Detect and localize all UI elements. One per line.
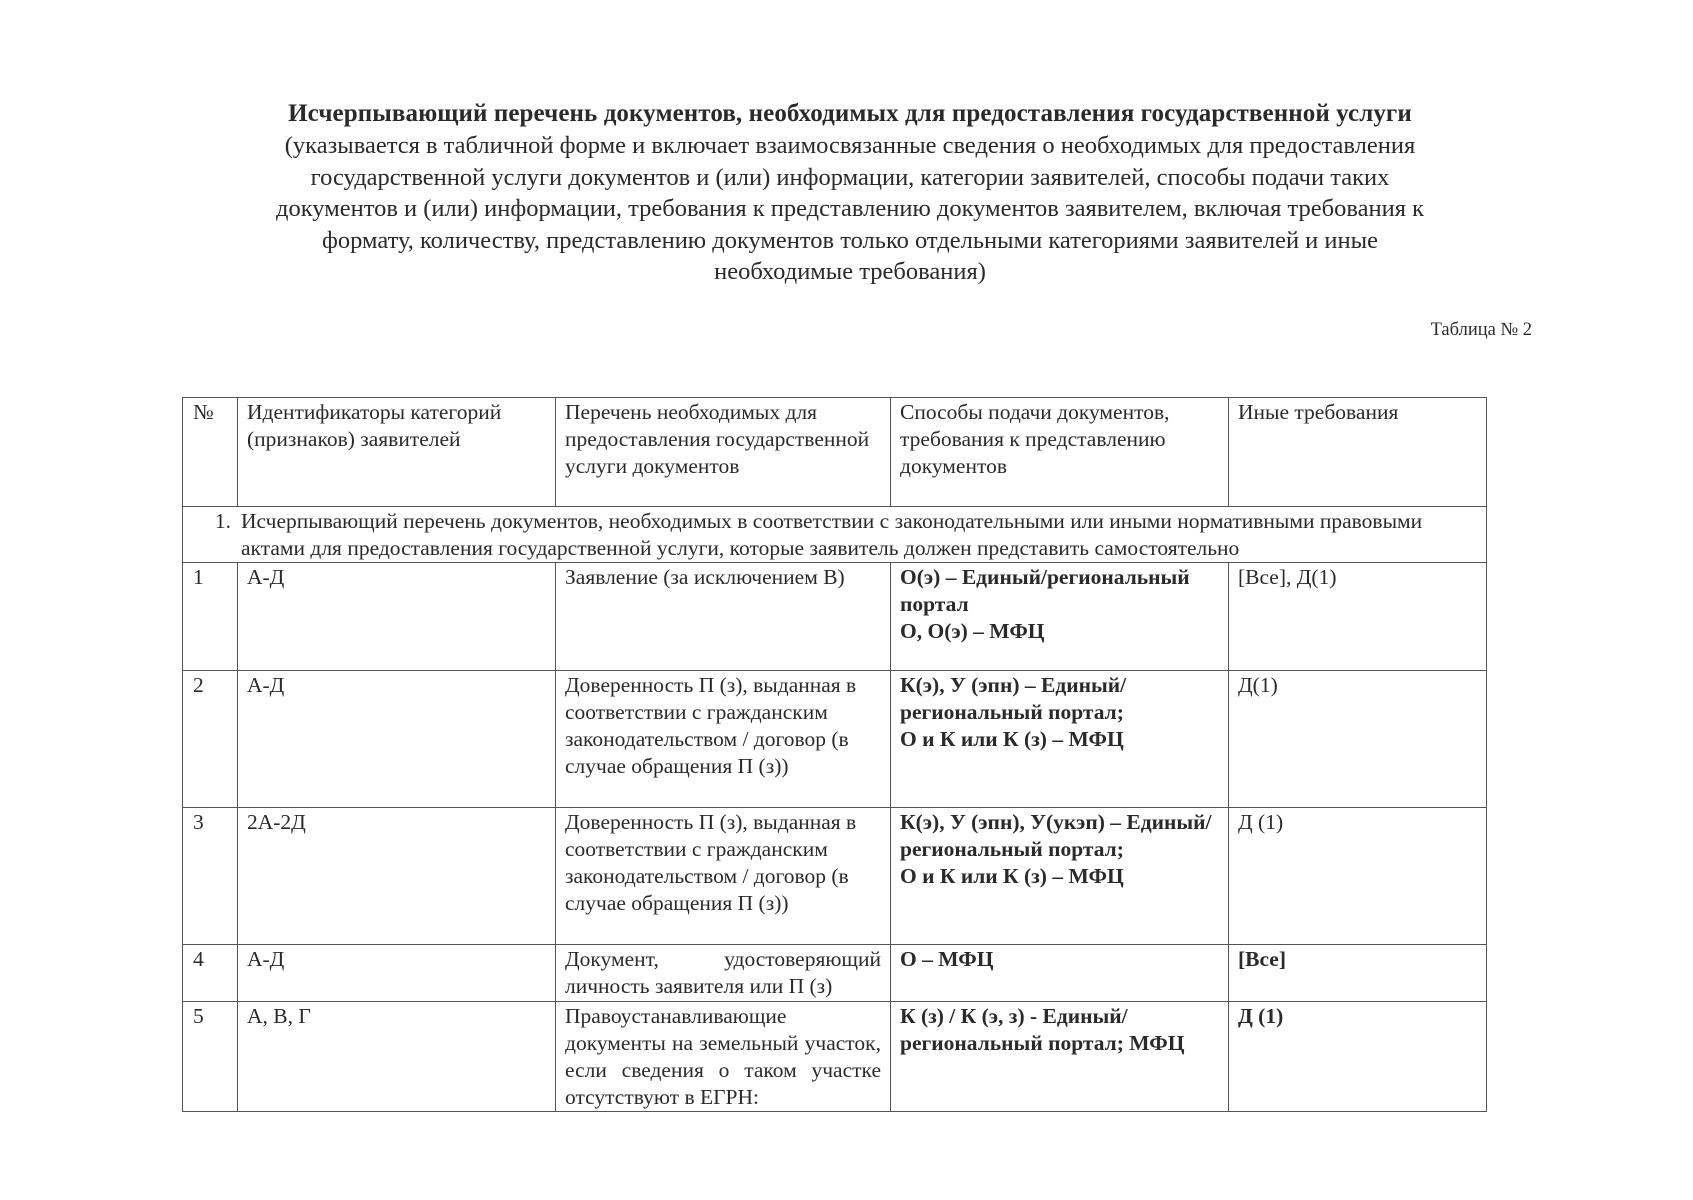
row-methods (891, 1002, 1229, 1112)
row-category: 2А-2Д (238, 808, 556, 945)
section-index: 1. (214, 509, 231, 533)
document-title: Исчерпывающий перечень документов, необходимых для предоставления государственной услуги (288, 100, 1412, 127)
row-num: 4 (183, 945, 238, 1002)
table-row (183, 945, 1487, 1002)
method-line: О – МФЦ (900, 947, 994, 971)
table-number: Таблица № 2 (1430, 320, 1532, 340)
row-num: 2 (183, 671, 238, 808)
row-document: Доверенность П (з), выданная в соответствии с гражданским законодательством / договор (в случае обращения П (з)) (556, 808, 891, 945)
method-line: К(э), У (эпн) – Единый/региональный портал; (900, 673, 1127, 724)
row-other: [Все] (1229, 945, 1487, 1002)
row-methods (891, 563, 1229, 671)
documents-table (182, 397, 1487, 1112)
row-other: [Все], Д(1) (1229, 563, 1487, 671)
section-text: Исчерпывающий перечень документов, необходимых в соответствии с законодательными или иными нормативными правовыми актами для предоставления государственной услуги, которые заявитель должен представить самостоятельно (241, 509, 1423, 560)
method-line: О и К или К (з) – МФЦ (900, 727, 1124, 751)
header-num: № (183, 398, 238, 507)
row-num: 5 (183, 1002, 238, 1112)
row-document: Доверенность П (з), выданная в соответствии с гражданским законодательством / договор (в случае обращения П (з)) (556, 671, 891, 808)
method-line: К (з) / К (э, з) - Единый/региональный портал; МФЦ (900, 1004, 1185, 1055)
method-line: К(э), У (эпн), У(укэп) – Единый/региональный портал; (900, 810, 1212, 861)
section-row (183, 507, 1487, 563)
row-category: А-Д (238, 945, 556, 1002)
row-num: 3 (183, 808, 238, 945)
row-category: А, В, Г (238, 1002, 556, 1112)
subtitle-line: государственной услуги документов и (или) информации, категории заявителей, способы подачи таких (310, 163, 1390, 191)
row-category: А-Д (238, 563, 556, 671)
row-other: Д (1) (1229, 1002, 1487, 1112)
row-methods (891, 808, 1229, 945)
subtitle-line: (указывается в табличной форме и включает взаимосвязанные сведения о необходимых для предоставления (284, 132, 1416, 159)
row-other: Д (1) (1229, 808, 1487, 945)
subtitle-line: формату, количеству, представлению документов только отдельными категориями заявителей и иные (322, 226, 1378, 254)
header-documents: Перечень необходимых для предоставления государственной услуги документов (556, 398, 891, 507)
row-num: 1 (183, 563, 238, 671)
row-other: Д(1) (1229, 671, 1487, 808)
row-category: А-Д (238, 671, 556, 808)
row-document: Заявление (за исключением В) (556, 563, 891, 671)
table-row (183, 563, 1487, 671)
table-row (183, 808, 1487, 945)
table-row (183, 671, 1487, 808)
row-document: Документ, удостоверяющий личность заявителя или П (з) (556, 945, 891, 1002)
document-heading (190, 98, 1510, 288)
method-line: О(э) – Единый/региональный портал (900, 565, 1190, 616)
method-line: О, О(э) – МФЦ (900, 619, 1045, 643)
subtitle-line: необходимые требования) (714, 258, 986, 285)
document-subtitle (190, 130, 1510, 288)
method-line: О и К или К (з) – МФЦ (900, 864, 1124, 888)
header-category: Идентификаторы категорий (признаков) заявителей (238, 398, 556, 507)
header-other: Иные требования (1229, 398, 1487, 507)
subtitle-line: документов и (или) информации, требования к представлению документов заявителем, включая требования к (276, 195, 1424, 222)
row-methods (891, 945, 1229, 1002)
section-cell (183, 507, 1487, 563)
row-methods (891, 671, 1229, 808)
header-methods: Способы подачи документов, требования к представлению документов (891, 398, 1229, 507)
row-document: Правоустанавливающие документы на земельный участок, если сведения о таком участке отсутствуют в ЕГРН: (556, 1002, 891, 1112)
table-row (183, 1002, 1487, 1112)
table-header-row (183, 398, 1487, 507)
